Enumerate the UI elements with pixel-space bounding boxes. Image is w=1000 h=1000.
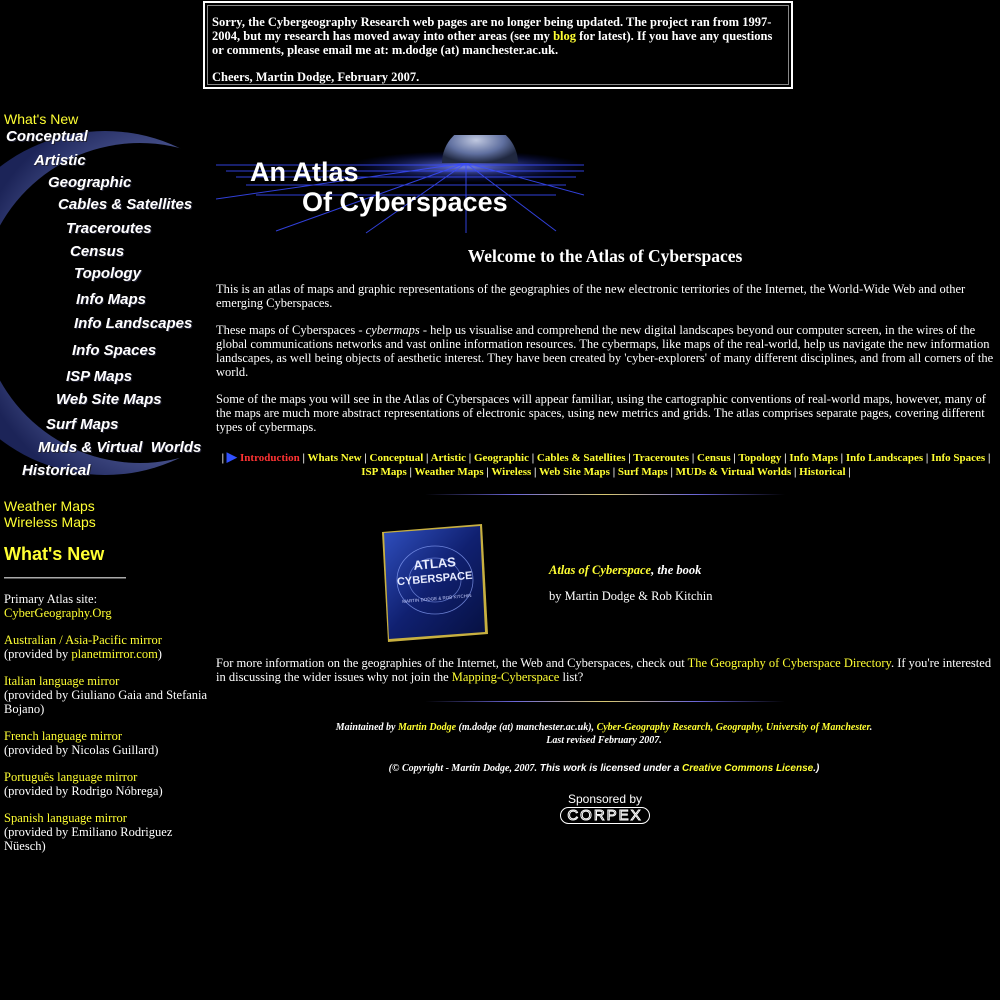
primary-site-link[interactable]: CyberGeography.Org — [4, 606, 112, 620]
book-cover-image[interactable] — [379, 522, 491, 644]
book-title: Atlas of Cyberspace, the book — [549, 563, 702, 577]
current-arrow-icon: ▶ — [226, 449, 241, 464]
notice-inner — [207, 5, 789, 85]
mirror-italian-link[interactable]: Italian language mirror — [4, 674, 120, 688]
mirror-item: Italian language mirror (provided by Giuliano Gaia and Stefania Bojano) — [4, 674, 208, 716]
crescent-nav-graphic — [0, 128, 215, 490]
navbar-link-info-spaces[interactable]: Info Spaces — [931, 452, 986, 464]
primary-site: Primary Atlas site: CyberGeography.Org — [4, 592, 112, 620]
mirror-french-link[interactable]: French language mirror — [4, 729, 123, 743]
nav-conceptual[interactable]: Conceptual — [6, 128, 88, 145]
intro-paragraph-3: Some of the maps you will see in the Atlas of Cyberspaces will appear familiar, using the cartographic conventions of real-world maps, however, many of the maps are much more abstract representations of electronic spaces, using new metrics and grids. The atlas comprises separate pages, covering different types of cybermaps. — [216, 392, 986, 434]
text-nav-bar: | ▶ Introduction | Whats New | Conceptual | Artistic | Geographic | Cables & Satellites | Traceroutes | Census | Topology | Info Maps | Info Landscapes | Info Spaces | ISP Maps | Weather Maps | Wireless | Web Site Maps | Surf Maps | MUDs & Virtual Worlds | Historical | — [221, 449, 991, 478]
maintainer-info: Maintained by Martin Dodge (m.dodge (at) manchester.ac.uk), Cyber-Geography Research, Geography, University of Manchester. Last revised February 2007. — [335, 722, 873, 746]
wireless-maps-link[interactable]: Wireless Maps — [4, 514, 96, 530]
navbar-link-historical[interactable]: Historical — [799, 466, 846, 478]
navbar-link-conceptual[interactable]: Conceptual — [369, 452, 424, 464]
nav-muds-virtual-worlds[interactable]: Muds & Virtual Worlds — [38, 439, 202, 456]
banner-line2: Of Cyberspaces — [302, 187, 508, 217]
banner-line1: An Atlas — [250, 157, 359, 187]
navbar-link-wireless[interactable]: Wireless — [491, 466, 532, 478]
sidebar-divider — [4, 577, 126, 579]
atlas-banner — [216, 135, 584, 235]
copyright-notice: (© Copyright - Martin Dodge, 2007. This work is licensed under a Creative Commons License.) — [388, 763, 820, 774]
whats-new-heading-link[interactable]: What's New — [4, 544, 105, 564]
intro-text — [216, 282, 996, 447]
nav-info-spaces[interactable]: Info Spaces — [72, 342, 157, 359]
mirror-australian-link[interactable]: Australian / Asia-Pacific mirror — [4, 633, 162, 647]
notice-box — [203, 1, 793, 89]
navbar-link-surf-maps[interactable]: Surf Maps — [617, 466, 668, 478]
nav-current-introduction: Introduction — [240, 452, 300, 464]
nav-cables-satellites[interactable]: Cables & Satellites — [58, 196, 193, 213]
sponsored-by-label: Sponsored by — [567, 792, 643, 806]
cover-title-1: ATLAS — [412, 554, 457, 573]
atlas-book-link[interactable]: Atlas of Cyberspace — [549, 563, 652, 577]
weather-maps-link[interactable]: Weather Maps — [4, 498, 95, 514]
blog-link[interactable]: blog — [553, 29, 576, 43]
nav-isp-maps[interactable]: ISP Maps — [66, 368, 133, 385]
cover-title-2: CYBERSPACE — [396, 569, 473, 589]
banner-graphic — [216, 135, 584, 235]
nav-web-site-maps[interactable]: Web Site Maps — [56, 391, 162, 408]
navbar-link-topology[interactable]: Topology — [738, 452, 782, 464]
navbar-link-info-landscapes[interactable]: Info Landscapes — [845, 452, 924, 464]
nav-geographic[interactable]: Geographic — [48, 174, 132, 191]
cover-authors: MARTIN DODGE & ROB KITCHIN — [402, 592, 472, 605]
book-authors: by Martin Dodge & Rob Kitchin — [549, 589, 713, 603]
side-extra-links — [4, 498, 96, 530]
navbar-link-weather-maps[interactable]: Weather Maps — [414, 466, 484, 478]
divider-2 — [425, 701, 785, 702]
navbar-link-muds-virtual-worlds[interactable]: MUDs & Virtual Worlds — [675, 466, 792, 478]
geography-directory-link[interactable]: The Geography of Cyberspace Directory — [687, 656, 891, 670]
nav-census[interactable]: Census — [70, 243, 125, 260]
nav-historical[interactable]: Historical — [22, 462, 91, 479]
mapping-cyberspace-link[interactable]: Mapping-Cyberspace — [451, 670, 560, 684]
nav-topology[interactable]: Topology — [74, 265, 141, 282]
navbar-link-geographic[interactable]: Geographic — [473, 452, 529, 464]
mirror-item: Australian / Asia-Pacific mirror (provided by planetmirror.com) — [4, 633, 162, 661]
more-info-text: For more information on the geographies of the Internet, the Web and Cyberspaces, check out The Geography of Cyberspace Directory. If you're interested in discussing the wider issues why not join the Mapping-Cyberspace list? — [216, 656, 992, 684]
mirror-item: French language mirror (provided by Nicolas Guillard) — [4, 729, 159, 757]
mirror-item: Português language mirror (provided by Rodrigo Nóbrega) — [4, 770, 163, 798]
mirror-list — [4, 592, 212, 866]
corpex-logo: CORPEX — [560, 807, 649, 824]
sponsor-logo[interactable] — [554, 792, 656, 828]
mirror-spanish-link[interactable]: Spanish language mirror — [4, 811, 127, 825]
navbar-link-web-site-maps[interactable]: Web Site Maps — [539, 466, 610, 478]
last-revised: Last revised February 2007. — [546, 735, 662, 746]
nav-info-landscapes[interactable]: Info Landscapes — [74, 315, 193, 332]
notice-signoff: Cheers, Martin Dodge, February 2007. — [212, 70, 420, 84]
navbar-link-cables-satellites[interactable]: Cables & Satellites — [536, 452, 626, 464]
navbar-link-whats-new[interactable]: Whats New — [307, 452, 362, 464]
navbar-link-census[interactable]: Census — [697, 452, 731, 464]
book-cover-graphic — [379, 522, 491, 644]
nav-info-maps[interactable]: Info Maps — [76, 291, 146, 308]
navbar-link-artistic[interactable]: Artistic — [430, 452, 467, 464]
nav-artistic[interactable]: Artistic — [34, 152, 86, 169]
page-title: Welcome to the Atlas of Cyberspaces — [467, 246, 743, 266]
martin-dodge-link[interactable]: Martin Dodge — [397, 722, 457, 733]
divider-1 — [425, 494, 785, 495]
cyber-geography-research-link[interactable]: Cyber-Geography Research, Geography, University of Manchester — [596, 722, 870, 733]
navbar-link-isp-maps[interactable]: ISP Maps — [361, 466, 407, 478]
intro-paragraph-1: This is an atlas of maps and graphic representations of the geographies of the new electronic territories of the Internet, the World-Wide Web and other emerging Cyberspaces. — [216, 282, 966, 310]
notice-text: Sorry, the Cybergeography Research web pages are no longer being updated. The project ran from 1997-2004, but my research has moved away into other areas (see my blog for latest). If you have any questions or comments, please email me at: m.dodge (at) manchester.ac.uk. — [212, 15, 773, 57]
mirror-portuguese-link[interactable]: Português language mirror — [4, 770, 138, 784]
navbar-link-traceroutes[interactable]: Traceroutes — [633, 452, 690, 464]
nav-traceroutes[interactable]: Traceroutes — [66, 220, 152, 237]
planetmirror-link[interactable]: planetmirror.com — [71, 647, 158, 661]
intro-paragraph-2: These maps of Cyberspaces - cybermaps - help us visualise and comprehend the new digital landscapes beyond our computer screen, in the wires of the global communications networks and vast online information resources. The cybermaps, like maps of the real-world, help us navigate the new information landscapes, as well being objects of aesthetic interest. They have been created by 'cyber-explorers' of many different disciplines, and from all corners of the world. — [216, 323, 994, 379]
mirror-item: Spanish language mirror (provided by Emiliano Rodriguez Nüesch) — [4, 811, 173, 853]
whats-new-link-top[interactable]: What's New — [4, 111, 79, 127]
navbar-link-info-maps[interactable]: Info Maps — [789, 452, 838, 464]
creative-commons-link[interactable]: Creative Commons License — [682, 763, 814, 774]
nav-surf-maps[interactable]: Surf Maps — [46, 416, 119, 433]
